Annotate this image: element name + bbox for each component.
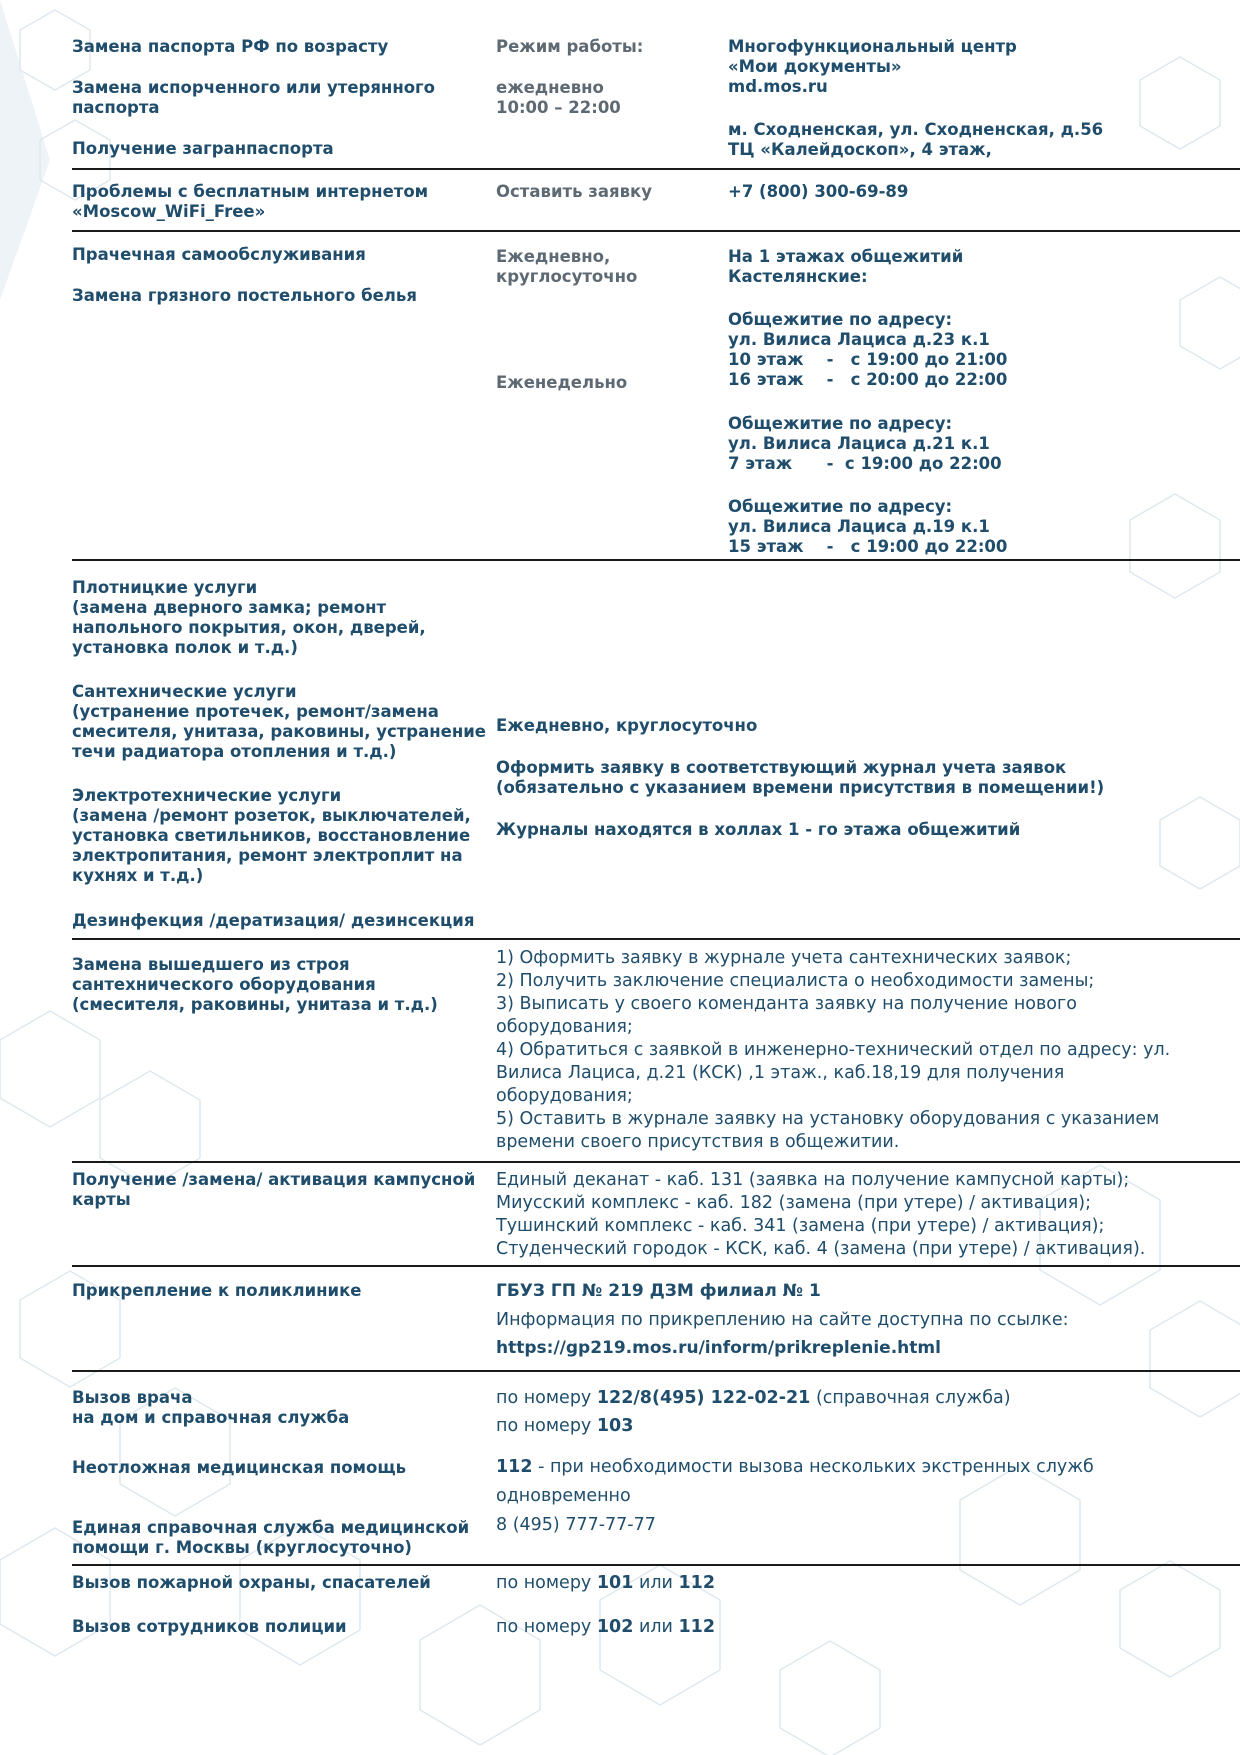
prefix-text: по номеру — [496, 1416, 592, 1436]
prefix-text: по номеру — [496, 1617, 592, 1637]
service-fire-rescue: Вызов пожарной охраны, спасателей — [72, 1573, 431, 1592]
section-divider — [72, 938, 1240, 940]
service-police: Вызов сотрудников полиции — [72, 1617, 347, 1636]
police-number: 102 — [596, 1617, 634, 1637]
service-urgent-care: Неотложная медицинская помощь — [72, 1458, 407, 1477]
mfc-organization: Многофункциональный центр «Мои документы» md.mos.ru — [728, 37, 1017, 96]
service-electrical: Электротехнические услуги (замена /ремонт розеток, выключателей, установка светильников, восстановление электропитания, ремонт электроплит на кухнях и т.д.) — [72, 786, 471, 885]
emergency-number: 112 — [496, 1457, 533, 1477]
campus-card-offices: Единый деканат - каб. 131 (заявка на получение кампусной карты); Миусский комплекс - каб. 182 (замена (при утере) / активация); Тушинский комплекс - каб. 341 (замена (при утере) / активация); Студенческий городок - КСК, каб. 4 (замена (при утере) / активация). — [496, 1170, 1146, 1259]
service-bed-linen: Замена грязного постельного белья — [72, 286, 417, 305]
common-number: 112 — [678, 1573, 716, 1593]
fire-number: 101 — [596, 1573, 634, 1593]
urgent-number: 103 — [596, 1416, 634, 1436]
urgent-care-line — [496, 1415, 633, 1438]
dorm-19-schedule: Общежитие по адресу: ул. Вилиса Лациса д.19 к.1 15 этаж - с 19:00 до 22:00 — [728, 497, 1008, 556]
wifi-phone: +7 (800) 300-69-89 — [728, 182, 909, 201]
service-passport-lost: Замена испорченного или утерянного паспорта — [72, 78, 436, 117]
service-plumbing: Сантехнические услуги (устранение протечек, ремонт/замена смесителя, унитаза, раковины, устранение течи радиатора отопления и т.д.) — [72, 682, 486, 761]
laundry-location: На 1 этажах общежитий Кастелянские: — [728, 247, 964, 286]
prefix-text: по номеру — [496, 1388, 592, 1408]
service-equipment-replacement: Замена вышедшего из строя сантехнического оборудования (смесителя, раковины, унитаза и т.д.) — [72, 955, 438, 1014]
service-doctor-call: Вызов врача на дом и справочная служба — [72, 1388, 350, 1427]
repair-instruction: Оформить заявку в соответствующий журнал учета заявок (обязательно с указанием времени присутствия в помещении!) — [496, 758, 1105, 797]
police-line — [496, 1616, 715, 1639]
common-number: 112 — [678, 1617, 716, 1637]
section-divider — [72, 168, 1240, 170]
hours-value: ежедневно 10:00 – 22:00 — [496, 78, 621, 117]
clinic-link[interactable]: https://gp219.mos.ru/inform/prikreplenie.html — [496, 1338, 941, 1358]
service-foreign-passport: Получение загранпаспорта — [72, 139, 334, 158]
hours-label: Режим работы: — [496, 37, 644, 56]
doctor-note: (справочная служба) — [815, 1388, 1011, 1408]
service-laundry: Прачечная самообслуживания — [72, 245, 366, 264]
emergency-note: - при необходимости вызова нескольких экстренных служб — [538, 1457, 1094, 1477]
service-clinic: Прикрепление к поликлинике — [72, 1281, 362, 1300]
prefix-text: по номеру — [496, 1573, 592, 1593]
clinic-name: ГБУЗ ГП № 219 ДЗМ филиал № 1 — [496, 1281, 821, 1301]
dorm-23-schedule: Общежитие по адресу: ул. Вилиса Лациса д.23 к.1 10 этаж - с 19:00 до 21:00 16 этаж - с 20:00 до 22:00 — [728, 310, 1008, 389]
mfc-address: м. Сходненская, ул. Сходненская, д.56 ТЦ «Калейдоскоп», 4 этаж, — [728, 120, 1104, 159]
medical-helpdesk-phone: 8 (495) 777-77-77 — [496, 1515, 656, 1535]
emergency-line — [496, 1456, 1094, 1479]
clinic-info: Информация по прикреплению на сайте доступна по ссылке: — [496, 1310, 1069, 1330]
section-divider — [72, 559, 1240, 561]
service-campus-card: Получение /замена/ активация кампусной карты — [72, 1170, 476, 1209]
service-passport-age: Замена паспорта РФ по возрасту — [72, 37, 389, 56]
doctor-number: 122/8(495) 122-02-21 — [596, 1388, 811, 1408]
repair-journal-location: Журналы находятся в холлах 1 - го этажа общежитий — [496, 820, 1021, 839]
equipment-steps: 1) Оформить заявку в журнале учета сантехнических заявок; 2) Получить заключение специалиста о необходимости замены; 3) Выписать у своего коменданта заявку на получение нового оборудования; 4) Обратиться с заявкой в инженерно-технический отдел по адресу: ул. Вилиса Лациса, д.21 (КСК) ,1 этаж., каб.18,19 для получения оборудования; 5) Оставить в журнале заявку на установку оборудования с указанием времени своего присутствия в общежитии. — [496, 948, 1171, 1152]
section-divider — [72, 1161, 1240, 1163]
section-divider — [72, 1564, 1240, 1566]
service-disinfection: Дезинфекция /дератизация/ дезинсекция — [72, 911, 475, 930]
or-text: или — [638, 1573, 673, 1593]
section-divider — [72, 230, 1240, 232]
linen-schedule: Еженедельно — [496, 373, 628, 392]
or-text: или — [638, 1617, 673, 1637]
section-divider — [72, 1370, 1240, 1372]
emergency-note-continued: одновременно — [496, 1486, 631, 1506]
section-divider — [72, 1265, 1240, 1267]
service-carpentry: Плотницкие услуги (замена дверного замка; ремонт напольного покрытия, окон, дверей, установка полок и т.д.) — [72, 578, 426, 657]
service-medical-helpdesk: Единая справочная служба медицинской помощи г. Москвы (круглосуточно) — [72, 1518, 470, 1557]
dorm-21-schedule: Общежитие по адресу: ул. Вилиса Лациса д.21 к.1 7 этаж - с 19:00 до 22:00 — [728, 414, 1002, 473]
doctor-call-line — [496, 1387, 1011, 1410]
service-wifi: Проблемы с бесплатным интернетом «Moscow_WiFi_Free» — [72, 182, 429, 221]
repair-schedule: Ежедневно, круглосуточно — [496, 716, 758, 735]
fire-rescue-line — [496, 1572, 715, 1595]
wifi-action: Оставить заявку — [496, 182, 652, 201]
laundry-schedule: Ежедневно, круглосуточно — [496, 247, 638, 286]
